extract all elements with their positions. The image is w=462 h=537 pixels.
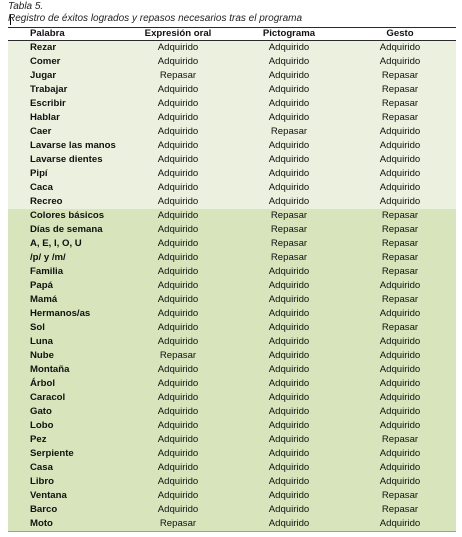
table-row (8, 251, 456, 265)
cell-pictogram: Adquirido (234, 167, 344, 181)
table-row (8, 139, 456, 153)
cell-pictogram: Adquirido (234, 265, 344, 279)
table-row (8, 97, 456, 111)
cell-word: Caca (8, 181, 122, 195)
table-row (8, 69, 456, 83)
cell-gesture: Repasar (344, 433, 456, 447)
table-row (8, 293, 456, 307)
cell-oral: Adquirido (122, 391, 234, 405)
cell-pictogram: Adquirido (234, 195, 344, 209)
table-row (8, 279, 456, 293)
table-row (8, 461, 456, 475)
cell-gesture: Adquirido (344, 125, 456, 139)
cell-gesture: Adquirido (344, 55, 456, 69)
cell-oral: Adquirido (122, 223, 234, 237)
cell-word: Moto (8, 517, 122, 532)
cell-word: Lavarse dientes (8, 153, 122, 167)
cell-word: Rezar (8, 41, 122, 56)
table-row (8, 503, 456, 517)
cell-gesture: Repasar (344, 489, 456, 503)
table-row (8, 265, 456, 279)
cell-oral: Adquirido (122, 153, 234, 167)
cell-word: Comer (8, 55, 122, 69)
cell-oral: Adquirido (122, 419, 234, 433)
cell-word: Escribir (8, 97, 122, 111)
cell-gesture: Adquirido (344, 41, 456, 56)
cell-pictogram: Adquirido (234, 181, 344, 195)
cell-pictogram: Adquirido (234, 41, 344, 56)
cell-oral: Adquirido (122, 489, 234, 503)
table-row (8, 125, 456, 139)
cell-pictogram: Adquirido (234, 139, 344, 153)
cell-word: A, E, I, O, U (8, 237, 122, 251)
cell-pictogram: Adquirido (234, 307, 344, 321)
cell-word: Trabajar (8, 83, 122, 97)
cell-word: Ventana (8, 489, 122, 503)
cell-oral: Adquirido (122, 433, 234, 447)
cell-word: Serpiente (8, 447, 122, 461)
cell-oral: Adquirido (122, 293, 234, 307)
cell-gesture: Adquirido (344, 153, 456, 167)
cell-pictogram: Adquirido (234, 419, 344, 433)
cell-gesture: Adquirido (344, 517, 456, 532)
cell-word: Papá (8, 279, 122, 293)
cell-word: Caracol (8, 391, 122, 405)
cell-pictogram: Adquirido (234, 83, 344, 97)
table-row (8, 307, 456, 321)
cell-oral: Adquirido (122, 195, 234, 209)
cell-word: Árbol (8, 377, 122, 391)
cell-oral: Adquirido (122, 55, 234, 69)
column-header-pictograma: Pictograma (234, 28, 344, 41)
table-row (8, 83, 456, 97)
cell-oral: Adquirido (122, 377, 234, 391)
cell-oral: Adquirido (122, 405, 234, 419)
cell-gesture: Repasar (344, 251, 456, 265)
table-group-2 (8, 209, 456, 532)
cell-gesture: Repasar (344, 237, 456, 251)
cell-word: Hermanos/as (8, 307, 122, 321)
cell-pictogram: Adquirido (234, 293, 344, 307)
cell-oral: Adquirido (122, 83, 234, 97)
cell-gesture: Adquirido (344, 461, 456, 475)
cell-pictogram: Repasar (234, 237, 344, 251)
cell-pictogram: Adquirido (234, 279, 344, 293)
cell-pictogram: Adquirido (234, 503, 344, 517)
cell-pictogram: Adquirido (234, 153, 344, 167)
cell-oral: Adquirido (122, 167, 234, 181)
cell-gesture: Adquirido (344, 475, 456, 489)
cell-word: Barco (8, 503, 122, 517)
table-row (8, 41, 456, 56)
cell-word: Colores básicos (8, 209, 122, 223)
cell-word: Gato (8, 405, 122, 419)
cell-gesture: Adquirido (344, 405, 456, 419)
cell-word: Lavarse las manos (8, 139, 122, 153)
cell-word: Casa (8, 461, 122, 475)
cell-pictogram: Adquirido (234, 405, 344, 419)
cell-gesture: Adquirido (344, 139, 456, 153)
cell-oral: Adquirido (122, 251, 234, 265)
cell-oral: Adquirido (122, 503, 234, 517)
cell-pictogram: Adquirido (234, 391, 344, 405)
table-row (8, 447, 456, 461)
table-row (8, 55, 456, 69)
cell-oral: Adquirido (122, 111, 234, 125)
table-row (8, 209, 456, 223)
column-header-gesto: Gesto (344, 28, 456, 41)
cell-word: Recreo (8, 195, 122, 209)
cell-word: Nube (8, 349, 122, 363)
table-row (8, 195, 456, 209)
cell-pictogram: Adquirido (234, 69, 344, 83)
cell-word: Lobo (8, 419, 122, 433)
cell-pictogram: Adquirido (234, 321, 344, 335)
cell-pictogram: Adquirido (234, 349, 344, 363)
cell-gesture: Repasar (344, 223, 456, 237)
column-header-palabra: Palabra (8, 28, 122, 41)
cell-gesture: Repasar (344, 69, 456, 83)
cell-oral: Repasar (122, 69, 234, 83)
cell-word: /p/ y /m/ (8, 251, 122, 265)
cell-oral: Adquirido (122, 139, 234, 153)
cell-oral: Adquirido (122, 461, 234, 475)
cell-gesture: Repasar (344, 265, 456, 279)
table-row (8, 111, 456, 125)
cell-word: Hablar (8, 111, 122, 125)
cell-gesture: Adquirido (344, 279, 456, 293)
cell-gesture: Repasar (344, 321, 456, 335)
cell-word: Mamá (8, 293, 122, 307)
cell-pictogram: Adquirido (234, 335, 344, 349)
cell-gesture: Adquirido (344, 419, 456, 433)
cell-oral: Adquirido (122, 321, 234, 335)
cell-pictogram: Adquirido (234, 489, 344, 503)
cell-pictogram: Adquirido (234, 97, 344, 111)
cell-gesture: Repasar (344, 293, 456, 307)
cell-word: Jugar (8, 69, 122, 83)
cell-gesture: Adquirido (344, 391, 456, 405)
table-caption-label: Tabla 5. (8, 1, 44, 12)
cell-gesture: Repasar (344, 111, 456, 125)
cell-gesture: Adquirido (344, 349, 456, 363)
cell-pictogram: Repasar (234, 125, 344, 139)
cell-pictogram: Adquirido (234, 517, 344, 532)
cell-oral: Adquirido (122, 279, 234, 293)
table-row (8, 489, 456, 503)
cell-gesture: Adquirido (344, 335, 456, 349)
cell-oral: Adquirido (122, 97, 234, 111)
cell-pictogram: Adquirido (234, 433, 344, 447)
results-table (8, 27, 456, 532)
table-row (8, 335, 456, 349)
table-row (8, 419, 456, 433)
cell-gesture: Repasar (344, 83, 456, 97)
cell-oral: Adquirido (122, 41, 234, 56)
cell-word: Montaña (8, 363, 122, 377)
cell-oral: Adquirido (122, 181, 234, 195)
cell-oral: Adquirido (122, 447, 234, 461)
cell-oral: Repasar (122, 517, 234, 532)
cell-pictogram: Adquirido (234, 461, 344, 475)
cell-pictogram: Repasar (234, 223, 344, 237)
cell-oral: Adquirido (122, 237, 234, 251)
table-row (8, 349, 456, 363)
table-row (8, 475, 456, 489)
cell-oral: Adquirido (122, 335, 234, 349)
cell-gesture: Adquirido (344, 195, 456, 209)
cell-oral: Adquirido (122, 265, 234, 279)
table-row (8, 167, 456, 181)
cell-gesture: Adquirido (344, 307, 456, 321)
cell-gesture: Repasar (344, 97, 456, 111)
table-row (8, 377, 456, 391)
cell-pictogram: Adquirido (234, 55, 344, 69)
cell-oral: Adquirido (122, 363, 234, 377)
table-row (8, 433, 456, 447)
table-row (8, 405, 456, 419)
cell-pictogram: Adquirido (234, 111, 344, 125)
table-row (8, 153, 456, 167)
cell-gesture: Repasar (344, 209, 456, 223)
table-row (8, 321, 456, 335)
table-row (8, 517, 456, 532)
cell-word: Pipí (8, 167, 122, 181)
cell-word: Caer (8, 125, 122, 139)
table-row (8, 363, 456, 377)
cell-pictogram: Repasar (234, 209, 344, 223)
table-caption-title: Registro de éxitos logrados y repasos necesarios tras el programa (8, 13, 303, 24)
table-row (8, 223, 456, 237)
table-group-1 (8, 41, 456, 210)
column-header-expresion-oral: Expresión oral (122, 28, 234, 41)
cell-pictogram: Adquirido (234, 377, 344, 391)
table-row (8, 391, 456, 405)
cell-oral: Adquirido (122, 307, 234, 321)
cell-word: Días de semana (8, 223, 122, 237)
cell-word: Libro (8, 475, 122, 489)
cell-word: Pez (8, 433, 122, 447)
cell-gesture: Adquirido (344, 167, 456, 181)
cell-pictogram: Adquirido (234, 447, 344, 461)
table-row (8, 181, 456, 195)
header-row (8, 28, 456, 41)
cell-pictogram: Repasar (234, 251, 344, 265)
cell-pictogram: Adquirido (234, 363, 344, 377)
cell-word: Luna (8, 335, 122, 349)
cell-word: Familia (8, 265, 122, 279)
cell-gesture: Repasar (344, 503, 456, 517)
cell-oral: Adquirido (122, 125, 234, 139)
cell-pictogram: Adquirido (234, 475, 344, 489)
cell-gesture: Adquirido (344, 363, 456, 377)
cell-oral: Adquirido (122, 475, 234, 489)
cell-oral: Repasar (122, 349, 234, 363)
cell-oral: Adquirido (122, 209, 234, 223)
cell-gesture: Adquirido (344, 447, 456, 461)
cell-gesture: Adquirido (344, 377, 456, 391)
table-header (8, 28, 456, 41)
table-row (8, 237, 456, 251)
cell-gesture: Adquirido (344, 181, 456, 195)
cell-word: Sol (8, 321, 122, 335)
